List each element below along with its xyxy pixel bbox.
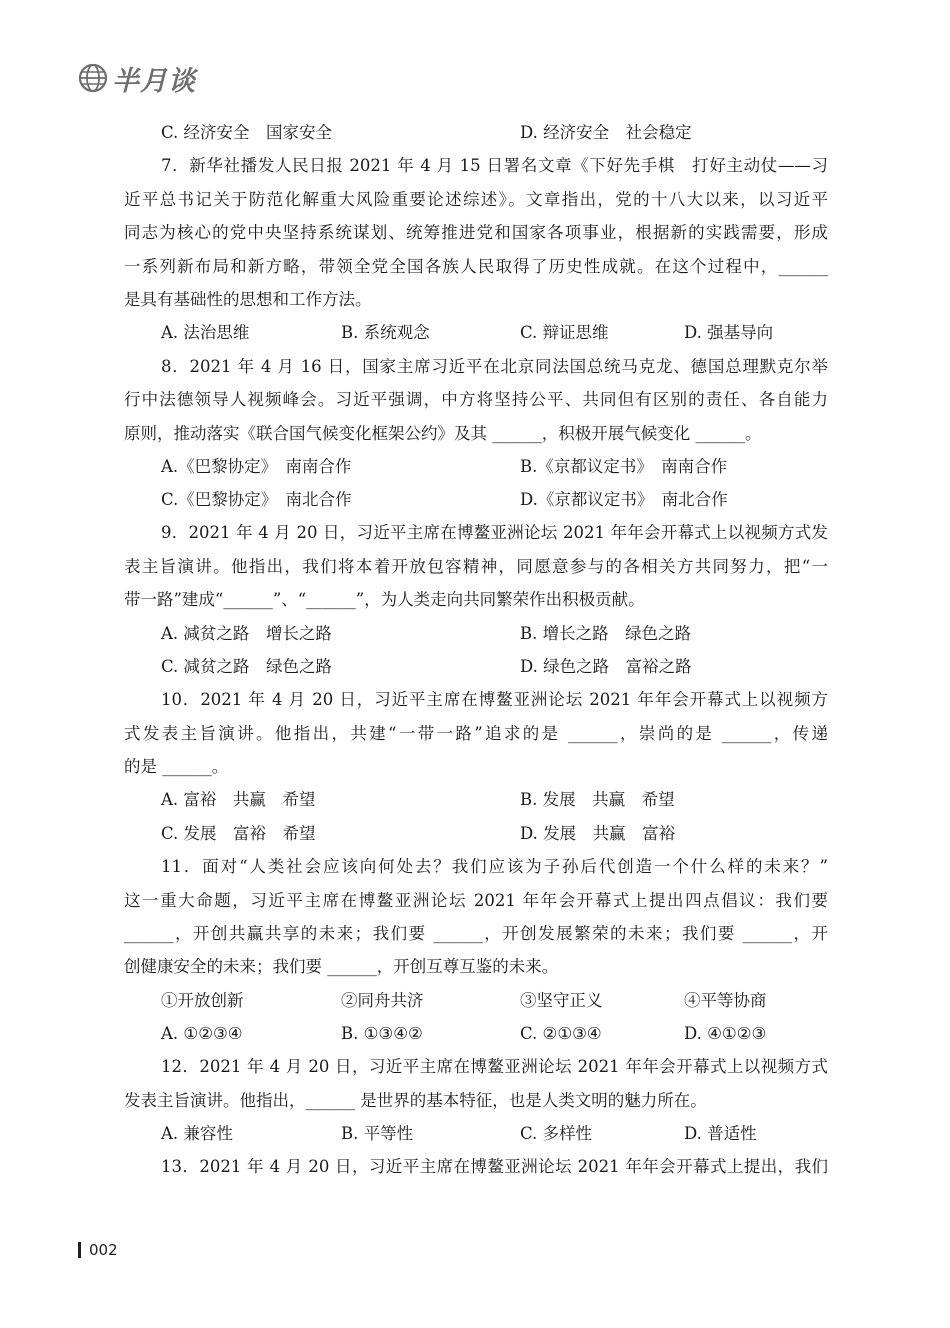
option-b: B. 发展 共赢 希望 (520, 790, 675, 809)
option-a: A. 富裕 共赢 希望 (161, 790, 316, 809)
question-text-line: 带一路”建成“______”、“______”，为人类走向共同繁荣作出积极贡献。 (124, 590, 645, 609)
option-b: B. 增长之路 绿色之路 (520, 624, 692, 643)
option-d: D. 发展 共赢 富裕 (520, 824, 676, 843)
option-d: D. 绿色之路 富裕之路 (520, 657, 692, 676)
question-text-line: 10．2021 年 4 月 20 日，习近平主席在博鳌亚洲论坛 2021 年年会开幕式上以视频方 (161, 690, 828, 709)
question-text-line: 7．新华社播发人民日报 2021 年 4 月 15 日署名文章《下好先手棋 打好主动仗——习 (161, 156, 828, 175)
option-a: A. 兼容性 (161, 1124, 233, 1143)
option-d: D. 普适性 (684, 1124, 757, 1143)
question-text-line: 表主旨演讲。他指出，我们将本着开放包容精神，同愿意参与的各相关方共同努力，把“一 (124, 557, 828, 576)
option-c: C. 经济安全 国家安全 (161, 123, 333, 142)
page-number-bar (78, 1242, 81, 1258)
question-text-line: 式发表主旨演讲。他指出，共建“一带一路”追求的是 ______，崇尚的是 ______，传递 (124, 724, 828, 743)
option-c: C. 多样性 (520, 1124, 593, 1143)
question-text-line: 的是 ______。 (124, 757, 229, 776)
option-d: D. 强基导向 (684, 323, 774, 342)
option-a: A. 减贫之路 增长之路 (161, 624, 332, 643)
option-d: D. 经济安全 社会稳定 (520, 123, 692, 142)
option-c: C. ②①③④ (520, 1024, 602, 1043)
question-text-line: 同志为核心的党中央坚持系统谋划、统筹推进党和国家各项事业，根据新的实践需要，形成 (124, 223, 828, 242)
option-d: D.《京都议定书》 南北合作 (520, 490, 728, 509)
option-b: B. 系统观念 (341, 323, 430, 342)
question-text-line: 是具有基础性的思想和工作方法。 (124, 290, 372, 309)
question-text-line: 近平总书记关于防范化解重大风险重要论述综述》。文章指出，党的十八大以来，以习近平 (124, 190, 828, 209)
option-b: B. 平等性 (341, 1124, 414, 1143)
logo-text: 半月谈 (112, 65, 196, 97)
question-text-line: 发表主旨演讲。他指出，______ 是世界的基本特征，也是人类文明的魅力所在。 (124, 1091, 707, 1110)
item-1: ①开放创新 (161, 991, 244, 1010)
question-text-line: 一系列新布局和新方略，带领全党全国各族人民取得了历史性成就。在这个过程中，______ (124, 257, 828, 276)
option-d: D. ④①②③ (684, 1024, 767, 1043)
question-text-line: ______，开创共赢共享的未来；我们要 ______，开创发展繁荣的未来；我们要 ______，开 (124, 924, 828, 943)
question-text-line: 行中法德领导人视频峰会。习近平强调，中方将坚持公平、共同但有区别的责任、各自能力 (124, 390, 828, 409)
page-number-text: 002 (89, 1241, 118, 1259)
question-text-line: 创健康安全的未来；我们要 ______，开创互尊互鉴的未来。 (124, 957, 559, 976)
header-logo (78, 58, 196, 98)
question-text-line: 8．2021 年 4 月 16 日，国家主席习近平在北京同法国总统马克龙、德国总理默克尔举 (161, 357, 828, 376)
globe-icon (78, 63, 108, 93)
question-text-line: 这一重大命题，习近平主席在博鳌亚洲论坛 2021 年年会开幕式上提出四点倡议：我们要 (124, 891, 828, 910)
question-text-line: 原则，推动落实《联合国气候变化框架公约》及其 ______，积极开展气候变化 ______。 (124, 424, 762, 443)
option-b: B. ①③④② (341, 1024, 423, 1043)
question-text-line: 12．2021 年 4 月 20 日，习近平主席在博鳌亚洲论坛 2021 年年会开幕式上以视频方式 (161, 1057, 828, 1076)
option-c: C.《巴黎协定》 南北合作 (161, 490, 352, 509)
question-text-line: 9．2021 年 4 月 20 日，习近平主席在博鳌亚洲论坛 2021 年年会开幕式上以视频方式发 (161, 523, 828, 542)
page-number (78, 1241, 118, 1259)
option-c: C. 发展 富裕 希望 (161, 824, 316, 843)
option-c: C. 减贫之路 绿色之路 (161, 657, 333, 676)
item-4: ④平等协商 (684, 991, 767, 1010)
item-3: ③坚守正义 (520, 991, 603, 1010)
option-c: C. 辩证思维 (520, 323, 609, 342)
question-text-line: 13．2021 年 4 月 20 日，习近平主席在博鳌亚洲论坛 2021 年年会开幕式上提出，我们 (161, 1157, 828, 1176)
option-b: B.《京都议定书》 南南合作 (520, 457, 728, 476)
option-a: A. ①②③④ (161, 1024, 243, 1043)
option-a: A.《巴黎协定》 南南合作 (161, 457, 352, 476)
question-text-line: 11．面对“人类社会应该向何处去？我们应该为子孙后代创造一个什么样的未来？” (161, 857, 828, 876)
option-a: A. 法治思维 (161, 323, 250, 342)
item-2: ②同舟共济 (341, 991, 424, 1010)
